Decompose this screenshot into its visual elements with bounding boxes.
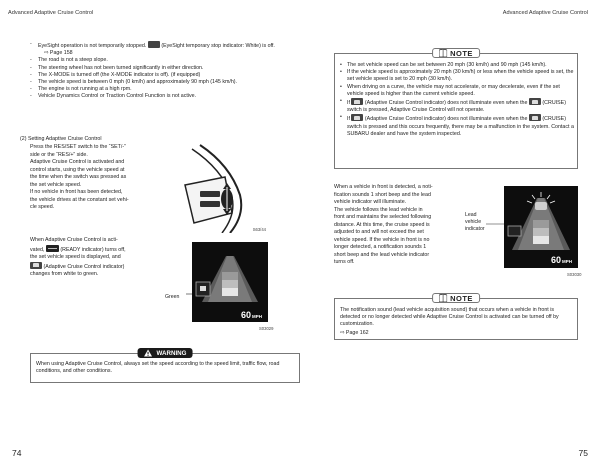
header-right: Advanced Adaptive Cruise Control	[502, 10, 588, 16]
setting-when-body: When Adaptive Cruise Control is acti- vated, (READY indicator) turns off, the set vehicle speed is displayed, and (Adaptive Cruise Control indicator) changes from white to green.	[30, 237, 126, 277]
note-item: • The set vehicle speed can be set between 20 mph (30 km/h) and 90 mph (145 km/h).	[340, 62, 547, 68]
condition-page-ref[interactable]: ⇨ Page 158	[44, 50, 73, 57]
cruise-switch-icon	[529, 114, 541, 121]
note2-page-ref[interactable]: ⇨ Page 162	[340, 330, 369, 336]
acc-indicator-icon	[351, 98, 363, 105]
green-label: Green	[165, 294, 180, 300]
setting-body: Press the RES/SET switch to the “SET/-” side or the “RES/+” side. Adaptive Cruise Control is activated and control starts, using the vehicle speed at the time when the switch was pressed as the set vehicle speed. If no vehicle in front has been detected, the vehicle drives at the constant set vehi- cle speed.	[30, 144, 129, 210]
condition-item: - The road is not a steep slope.	[30, 57, 108, 64]
acc-indicator-icon	[351, 114, 363, 121]
conditions-list	[30, 41, 298, 101]
cluster-display-right	[504, 186, 578, 268]
condition-item: - Vehicle Dynamics Control or Traction Control Function is not active.	[30, 93, 197, 100]
cluster-display-left	[192, 242, 268, 322]
lead-vehicle-paragraph: When a vehicle in front is detected, a noti- fication sounds 1 short beep and the lead vehicle indicator will illuminate. The vehicle follows the lead vehicle in front and maintains the selected following distance. At this time, the cruise speed is adjusted to and will not exceed the set vehicle speed. If the vehicle in front is no longer detected, a notification sounds 1 short beep and the lead vehicle indicator turns off.	[334, 184, 433, 265]
warning-text: When using Adaptive Cruise Control, always set the speed according to the speed limit, traffic flow, road conditions, and other conditions.	[36, 361, 280, 375]
warning-box	[30, 349, 300, 383]
note-icon	[439, 294, 447, 302]
header-left: Advanced Adaptive Cruise Control	[8, 10, 94, 16]
note-item: • When driving on a curve, the vehicle may not accelerate, or may decelerate, even if the set vehicle speed is higher than the current vehicle speed.	[340, 83, 560, 97]
note-header: NOTE	[432, 48, 480, 58]
page-number-right: 75	[578, 448, 588, 458]
warning-header: WARNING	[138, 348, 193, 358]
note-box-1	[334, 48, 578, 169]
lead-leader-line	[486, 222, 506, 226]
note-header: NOTE	[432, 293, 480, 303]
steering-wheel-illustration	[170, 135, 270, 233]
display-speed: 60MPH	[550, 255, 572, 265]
steering-switch-figure	[170, 135, 270, 233]
note-list	[340, 62, 574, 138]
condition-item: - The X-MODE is turned off (the X-MODE indicator is off). (if equipped)	[30, 71, 201, 78]
condition-item: - The vehicle speed is between 0 mph (0 km/h) and approximately 90 mph (145 km/h).	[30, 79, 238, 86]
note-box-2	[334, 293, 578, 340]
figure-caption: S03030	[567, 272, 582, 277]
eyesight-stop-icon	[148, 41, 160, 48]
note-item: • If (Adaptive Cruise Control indicator) does not illuminate even when the (CRUISE) switch is pressed, Adaptive Cruise Control will not operate.	[340, 98, 566, 114]
note2-text: The notification sound (lead vehicle acquisition sound) that occurs when a vehicle in front is detected or no longer detected while Adaptive Cruise Control is activated can be turned off by customization.	[340, 307, 559, 328]
ready-indicator-icon	[46, 245, 59, 252]
condition-item: - The engine is not running at a high rpm.	[30, 86, 132, 93]
note-item: • If the vehicle speed is approximately 20 mph (30 km/h) or less when the vehicle speed is set, the set vehicle speed is set to 20 mph (30 km/h).	[340, 69, 574, 83]
setting-heading: (2) Setting Adaptive Cruise Control	[20, 136, 102, 142]
figure-caption: S03029	[259, 326, 274, 331]
note-item: • If (Adaptive Cruise Control indicator) does not illuminate even when the (CRUISE) switch is pressed and this occurs frequently, there may be a malfunction in the system. Contact a SUBARU dealer and have the system inspected.	[340, 114, 574, 137]
condition-item: - The steering wheel has not been turned significantly in either direction.	[30, 64, 204, 71]
display-speed: 60MPH	[240, 310, 262, 320]
warning-triangle-icon	[144, 349, 153, 357]
cruise-switch-icon	[529, 98, 541, 105]
page-number-left: 74	[12, 448, 22, 458]
lead-vehicle-label: Lead vehicle indicator	[465, 212, 485, 232]
condition-item: - EyeSight operation is not temporarily stopped. (EyeSight temporary stop indicator: White) is off.	[30, 41, 275, 49]
acc-indicator-icon	[30, 262, 42, 269]
figure-caption: S63/44	[252, 227, 266, 232]
note-icon	[439, 49, 447, 57]
